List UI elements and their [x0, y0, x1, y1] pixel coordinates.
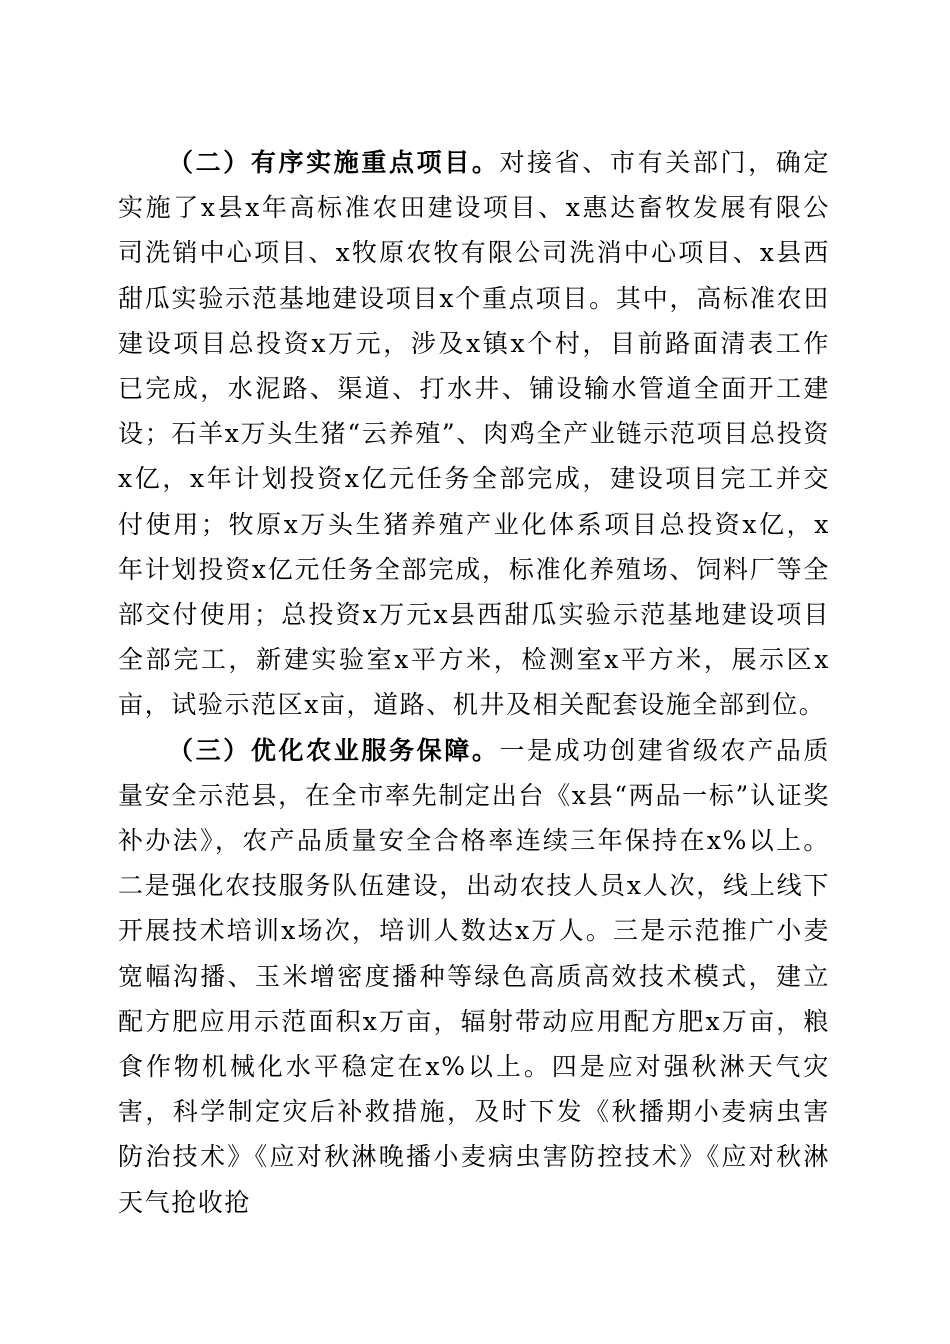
paragraph-key-projects	[118, 140, 830, 728]
paragraph-service-guarantee	[118, 728, 830, 1225]
document-body	[118, 140, 830, 1225]
paragraph-heading: （三）优化农业服务保障。	[168, 735, 500, 765]
paragraph-heading: （二）有序实施重点项目。	[168, 148, 500, 177]
paragraph-text: 对接省、市有关部门，确定实施了x县x年高标准农田建设项目、x惠达畜牧发展有限公司洗销中心项目、x牧原农牧有限公司洗消中心项目、x县西甜瓜实验示范基地建设项目x个重点项目。其中，高标准农田建设项目总投资x万元，涉及x镇x个村，目前路面清表工作已完成，水泥路、渠道、打水井、铺设输水管道全面开工建设；石羊x万头生猪“云养殖”、肉鸡全产业链示范项目总投资x亿，x年计划投资x亿元任务全部完成，建设项目完工并交付使用；牧原x万头生猪养殖产业化体系项目总投资x亿，x年计划投资x亿元任务全部完成，标准化养殖场、饲料厂等全部交付使用；总投资x万元x县西甜瓜实验示范基地建设项目全部完工，新建实验室x平方米，检测室x平方米，展示区x亩，试验示范区x亩，道路、机井及相关配套设施全部到位。	[118, 148, 831, 720]
paragraph-text: 一是成功创建省级农产品质量安全示范县，在全市率先制定出台《x县“两品一标”认证奖补办法》，农产品质量安全合格率连续三年保持在x%以上。二是强化农技服务队伍建设，出动农技人员x人次，线上线下开展技术培训x场次，培训人数达x万人。三是示范推广小麦宽幅沟播、玉米增密度播种等绿色高质高效技术模式，建立配方肥应用示范面积x万亩，辐射带动应用配方肥x万亩，粮食作物机械化水平稳定在x%以上。四是应对强秋淋天气灾害，科学制定灾后补救措施，及时下发《秋播期小麦病虫害防治技术》《应对秋淋晚播小麦病虫害防控技术》《应对秋淋天气抢收抢	[118, 735, 831, 1217]
